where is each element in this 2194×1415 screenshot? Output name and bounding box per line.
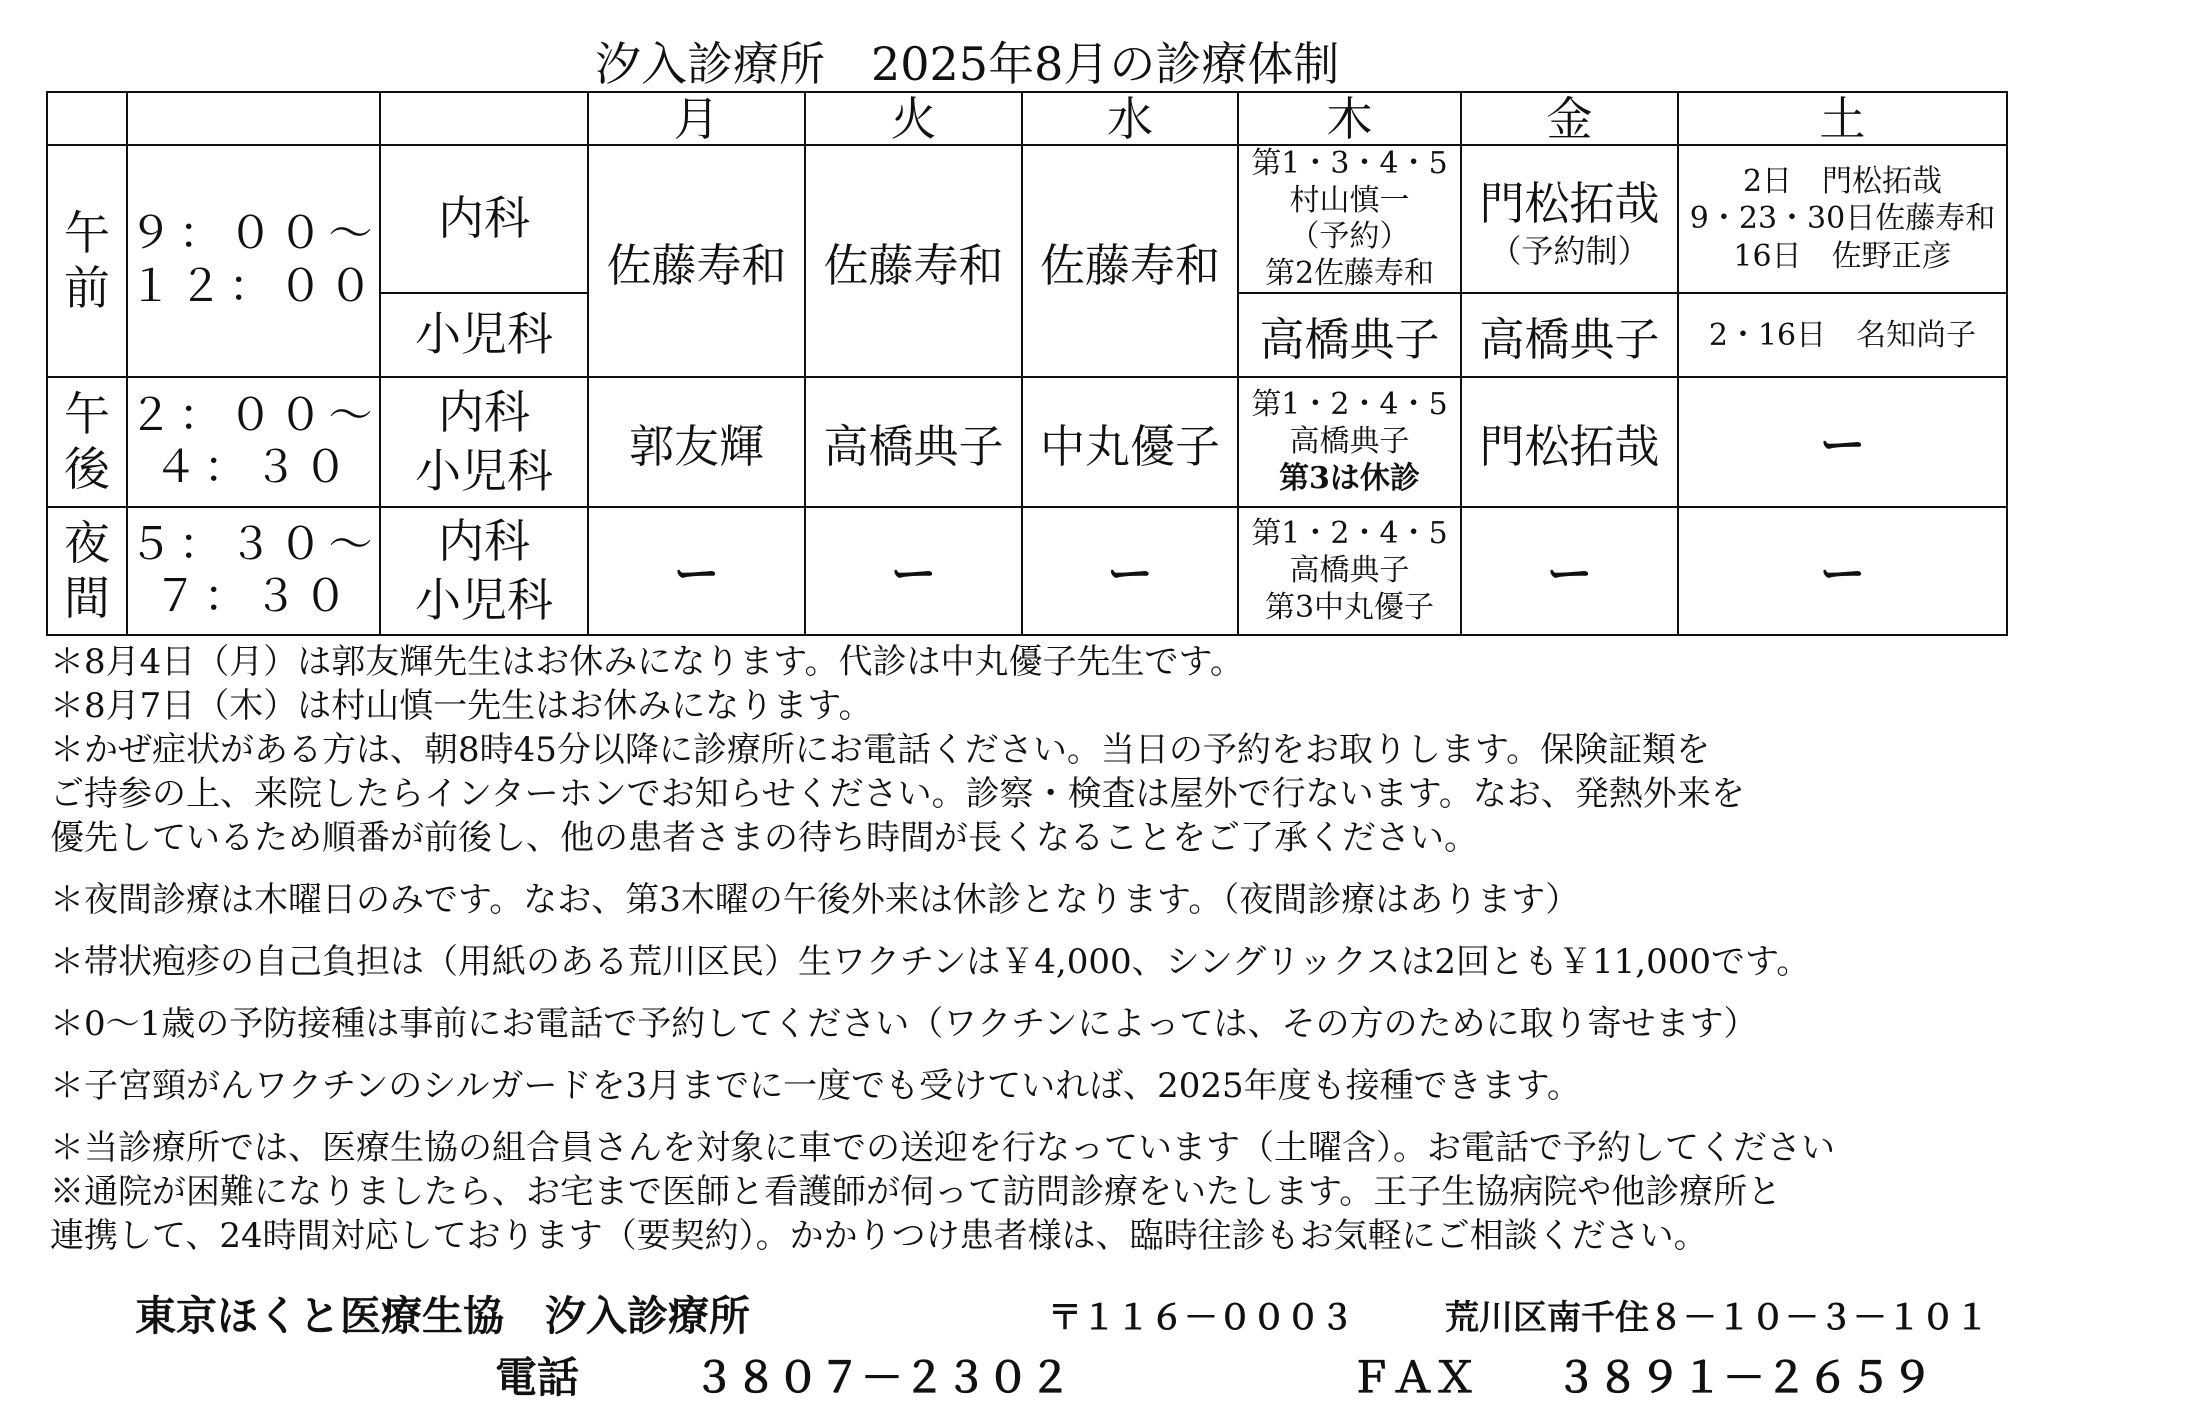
- footer-fax-label: ＦＡＸ: [1350, 1353, 1477, 1402]
- morning-tue-doctor: 佐藤寿和: [805, 145, 1022, 377]
- note-line: ＊夜間診療は木曜日のみです。なお、第3木曜の午後外来は休診となります。（夜間診療はあります）: [50, 880, 1580, 920]
- evening-tue-closed: ー: [805, 507, 1022, 635]
- note-line: ＊0～1歳の予防接種は事前にお電話で予約してください（ワクチンによっては、その方のために取り寄せます）: [50, 1004, 1758, 1044]
- morning-sat-internal: 2日 門松拓哉 9・23・30日佐藤寿和 16日 佐野正彦: [1678, 145, 2007, 293]
- day-header-tue: 火: [805, 92, 1022, 145]
- day-header-mon: 月: [588, 92, 805, 145]
- note-line: 優先しているため順番が前後し、他の患者さまの待ち時間が長くなることをご了承ください。: [50, 818, 1478, 858]
- evening-depts: 内科 小児科: [380, 507, 588, 635]
- footer-postal-code: 〒１１６－０００３: [1048, 1298, 1354, 1338]
- page-title: 汐入診療所 2025年8月の診療体制: [595, 37, 1340, 91]
- header-empty-1: [47, 92, 127, 145]
- footer-tel-number: ３８０７－２３０２: [693, 1353, 1072, 1402]
- morning-period-label: 午 前: [47, 145, 127, 377]
- footer-org-name: 東京ほくと医療生協 汐入診療所: [135, 1292, 750, 1340]
- note-line: 連携して、24時間対応しております（要契約）。かかりつけ患者様は、臨時往診もお気軽にご相談ください。: [50, 1216, 1708, 1256]
- header-empty-2: [127, 92, 380, 145]
- afternoon-row: [47, 377, 2007, 507]
- morning-dept-internal: 内科: [380, 145, 588, 293]
- note-line: ＊8月7日（木）は村山慎一先生はお休みになります。: [50, 686, 873, 726]
- afternoon-mon-doctor: 郭友輝: [588, 377, 805, 507]
- evening-mon-closed: ー: [588, 507, 805, 635]
- note-line: ＊帯状疱疹の自己負担は（用紙のある荒川区民）生ワクチンは￥4,000、シングリックスは2回とも￥11,000です。: [50, 942, 1811, 982]
- afternoon-thu-doctor: 第1・2・4・5 高橋典子 第3は休診: [1238, 377, 1461, 507]
- morning-fri-pediatric: 高橋典子: [1461, 293, 1678, 377]
- evening-thu-doctor: 第1・2・4・5 高橋典子 第3中丸優子: [1238, 507, 1461, 635]
- header-empty-3: [380, 92, 588, 145]
- morning-dept-pediatric: 小児科: [380, 293, 588, 377]
- day-header-sat: 土: [1678, 92, 2007, 145]
- notes-section: [50, 640, 2190, 1258]
- footer-fax-number: ３８９１－２６５９: [1555, 1353, 1934, 1402]
- morning-fri-internal: 門松拓哉 （予約制）: [1461, 145, 1678, 293]
- morning-hours: ９：００～ １２：００: [127, 145, 380, 377]
- note-line: ※通院が困難になりましたら、お宅まで医師と看護師が伺って訪問診療をいたします。王子生協病院や他診療所と: [50, 1172, 1782, 1212]
- evening-sat-closed: ー: [1678, 507, 2007, 635]
- note-line: ＊8月4日（月）は郭友輝先生はお休みになります。代診は中丸優子先生です。: [50, 642, 1244, 682]
- morning-mon-doctor: 佐藤寿和: [588, 145, 805, 377]
- footer-address: 荒川区南千住８－１０－３－１０１: [1445, 1298, 1989, 1338]
- note-line: ＊かぜ症状がある方は、朝8時45分以降に診療所にお電話ください。当日の予約をお取りします。保険証類を: [50, 730, 1711, 770]
- evening-hours: ５：３０～ ７：３０: [127, 507, 380, 635]
- afternoon-wed-doctor: 中丸優子: [1022, 377, 1238, 507]
- note-line: ご持参の上、来院したらインターホンでお知らせください。診察・検査は屋外で行ないます。なお、発熱外来を: [50, 774, 1745, 814]
- morning-thu-internal: 第1・3・4・5 村山慎一 （予約） 第2佐藤寿和: [1238, 145, 1461, 293]
- day-header-wed: 水: [1022, 92, 1238, 145]
- evening-row: [47, 507, 2007, 635]
- header-row: [47, 92, 2007, 145]
- morning-sat-pediatric: 2・16日 名知尚子: [1678, 293, 2007, 377]
- afternoon-period-label: 午 後: [47, 377, 127, 507]
- day-header-thu: 木: [1238, 92, 1461, 145]
- footer-tel-label: 電話: [495, 1353, 580, 1402]
- morning-thu-pediatric: 高橋典子: [1238, 293, 1461, 377]
- afternoon-sat-closed: ー: [1678, 377, 2007, 507]
- schedule-table: [46, 91, 2008, 636]
- evening-fri-closed: ー: [1461, 507, 1678, 635]
- afternoon-hours: ２：００～ ４：３０: [127, 377, 380, 507]
- evening-period-label: 夜 間: [47, 507, 127, 635]
- afternoon-tue-doctor: 高橋典子: [805, 377, 1022, 507]
- note-line: ＊子宮頸がんワクチンのシルガードを3月までに一度でも受けていれば、2025年度も接種できます。: [50, 1066, 1581, 1106]
- morning-wed-doctor: 佐藤寿和: [1022, 145, 1238, 377]
- day-header-fri: 金: [1461, 92, 1678, 145]
- afternoon-depts: 内科 小児科: [380, 377, 588, 507]
- note-line: ＊当診療所では、医療生協の組合員さんを対象に車での送迎を行なっています（土曜含）。お電話で予約してください: [50, 1128, 1835, 1168]
- morning-internal-row: [47, 145, 2007, 293]
- afternoon-fri-doctor: 門松拓哉: [1461, 377, 1678, 507]
- evening-wed-closed: ー: [1022, 507, 1238, 635]
